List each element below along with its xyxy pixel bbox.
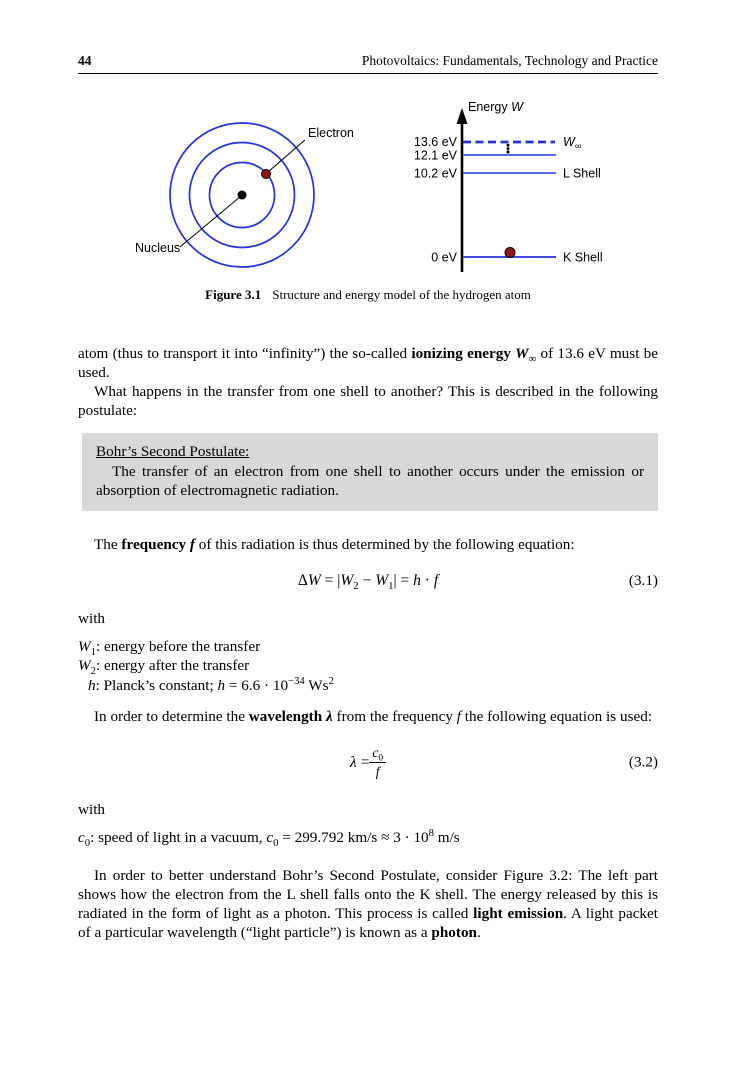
nucleus-label: Nucleus [135, 241, 181, 255]
electron-on-k-shell-dot [505, 248, 515, 258]
definition-h: h: Planck’s constant; $h = 6.6 \cdot 10^{-34}$ Ws$^2$ [88, 675, 334, 694]
figure-3-1-svg [70, 95, 680, 280]
l-shell-label: L Shell [563, 166, 601, 181]
fraction-numerator: $c_0$ [369, 745, 386, 763]
k-shell-label: K Shell [563, 250, 603, 265]
nucleus-dot [238, 191, 247, 200]
electron-dot [262, 170, 271, 179]
ellipsis-dot [507, 144, 510, 147]
energy-axis-label: Energy W [468, 100, 523, 114]
paragraph-wavelength: In order to determine the wavelength λ from the frequency f the following equation is used: [94, 708, 653, 725]
fraction-denominator: f [375, 763, 380, 779]
figure-caption-label: Figure 3.1 [205, 287, 262, 302]
ellipsis-dot [507, 147, 510, 150]
figure-caption-text: Structure and energy model of the hydrogen atom [272, 287, 531, 302]
figure-3-1 [70, 95, 680, 280]
equation-3-1-number: (3.1) [628, 571, 658, 589]
body-text-column [78, 344, 658, 942]
energy-value-12-1: 12.1 eV [413, 148, 457, 163]
energy-value-10-2: 10.2 eV [413, 166, 457, 181]
postulate-box-text: The transfer of an electron from one shell to another occurs under the emission or absorption of electromagnetic radiation. [96, 462, 644, 499]
electron-label: Electron [308, 126, 354, 140]
definition-w2: $W_2$: energy after the transfer [78, 657, 250, 678]
paragraph-light-emission: In order to better understand Bohr’s Second Postulate, consider Figure 3.2: The left part shows how the electron from the L shell falls onto the K shell. The energy released by this is radiated in the form of light as a photon. This process is called light emission. A light packet of a particular wavelength (“light particle”) is known as a photon. [78, 866, 658, 941]
atom-diagram [135, 123, 354, 267]
postulate-box [82, 433, 658, 511]
definition-w1: $W_1$: energy before the transfer [78, 637, 261, 658]
postulate-box-title: Bohr’s Second Postulate: [96, 443, 250, 460]
page-number: 44 [78, 53, 92, 68]
ellipsis-dot [507, 151, 510, 154]
energy-value-0: 0 eV [431, 250, 457, 265]
equation-3-2 [78, 740, 658, 784]
energy-diagram [414, 100, 603, 272]
with-label-2: with [78, 801, 106, 818]
definition-c0: $c_0$: speed of light in a vacuum, $c_0 = 299.792$ $km/s \approx 3 \cdot 10^8$ m/s [78, 827, 460, 850]
figure-caption [78, 287, 658, 303]
symbol-definitions [78, 637, 658, 696]
page-header [78, 53, 658, 74]
equation-3-2-fraction [369, 745, 386, 779]
energy-axis-arrow-icon [457, 108, 468, 124]
equation-3-2-lhs: λ = [349, 753, 370, 771]
equation-3-2-number: (3.2) [628, 753, 658, 771]
with-label-1: with [78, 609, 106, 627]
paragraph-frequency: The frequency f of this radiation is thus determined by the following equation: [94, 535, 575, 553]
equation-3-1 [78, 571, 658, 590]
paragraph-what-happens: What happens in the transfer from one shell to another? This is described in the following postulate: [78, 383, 658, 419]
running-title: Photovoltaics: Fundamentals, Technology and Practice [361, 53, 658, 68]
w-infinity-label: $W_\infty$ [563, 135, 582, 152]
paragraph-ionizing-energy: atom (thus to transport it into “infinity”) the so-called ionizing energy $W_\infty$ of 13.6 eV must be used. [78, 345, 658, 381]
energy-value-13-6: 13.6 eV [413, 135, 457, 149]
equation-3-1-body: $\Delta W = |W_2 - W_1| = h \cdot f$ [297, 571, 439, 592]
